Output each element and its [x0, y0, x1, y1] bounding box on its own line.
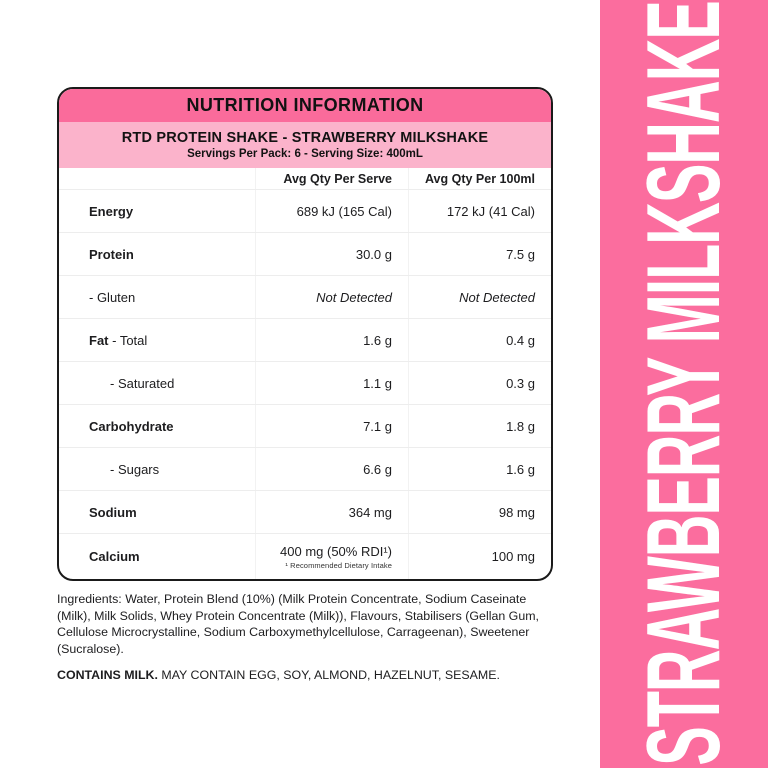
row-label: - Saturated [110, 375, 175, 391]
flavour-band-label: STRAWBERRY MILKSHAKE [625, 1, 742, 767]
row-label: Carbohydrate [89, 418, 174, 434]
table-row-gluten [59, 275, 551, 318]
panel-subtitle-bar [59, 122, 551, 168]
calcium-value: 400 mg (50% RDI¹) [280, 543, 392, 559]
table-row-sodium [59, 490, 551, 533]
table-row-energy [59, 189, 551, 232]
row-label: Energy [89, 203, 134, 219]
value-per-100ml: 7.5 g [408, 233, 551, 275]
table-header-row [59, 168, 551, 189]
col-header-per-serve: Avg Qty Per Serve [255, 168, 408, 189]
value-per-100ml: 172 kJ (41 Cal) [408, 190, 551, 232]
col-header-per-100ml: Avg Qty Per 100ml [408, 168, 551, 189]
value-per-100ml: 1.8 g [408, 405, 551, 447]
value-per-serve: 364 mg [255, 491, 408, 533]
value-per-serve: 6.6 g [255, 448, 408, 490]
row-label: Calcium [89, 549, 140, 564]
row-label: Fat - Total [89, 332, 148, 348]
allergen-statement [57, 667, 557, 684]
row-label: Sodium [89, 504, 137, 520]
serving-info: Servings Per Pack: 6 - Serving Size: 400mL [187, 148, 423, 160]
table-row-fat-total [59, 318, 551, 361]
col-header-blank [59, 168, 255, 189]
panel-title-bar [59, 89, 551, 122]
flavour-band [600, 0, 768, 768]
row-label: - Gluten [89, 289, 136, 305]
value-per-100ml: Not Detected [408, 276, 551, 318]
row-label: Protein [89, 246, 134, 262]
value-per-serve: 7.1 g [255, 405, 408, 447]
value-per-serve: 1.1 g [255, 362, 408, 404]
rdi-footnote: ¹ Recommended Dietary Intake [285, 560, 392, 570]
value-per-serve: 1.6 g [255, 319, 408, 361]
value-per-serve: 30.0 g [255, 233, 408, 275]
allergen-contains: CONTAINS MILK. [57, 668, 158, 682]
value-per-serve: 689 kJ (165 Cal) [255, 190, 408, 232]
product-name: RTD PROTEIN SHAKE - STRAWBERRY MILKSHAKE [121, 130, 489, 146]
ingredients-text: Ingredients: Water, Protein Blend (10%) (Milk Protein Concentrate, Sodium Caseinate (Milk), Milk Solids, Whey Protein Concentrate (Milk)), Flavours, Stabilisers (Gellan Gum, Cellulose Microcrystalline, Sodium Carboxymethylcellulose, Carrageenan), Sweetener (Sucralose). [57, 592, 539, 656]
table-row-fat-saturated [59, 361, 551, 404]
value-per-100ml: 1.6 g [408, 448, 551, 490]
table-row-carbohydrate [59, 404, 551, 447]
flavour-band-rotator [600, 0, 768, 768]
value-per-100ml: 0.3 g [408, 362, 551, 404]
value-per-100ml: 98 mg [408, 491, 551, 533]
row-label: - Sugars [110, 461, 160, 477]
table-row-sugars [59, 447, 551, 490]
panel-title: NUTRITION INFORMATION [186, 95, 424, 115]
table-row-calcium [59, 533, 551, 579]
nutrition-panel [57, 87, 553, 581]
value-per-serve [255, 534, 408, 579]
value-per-100ml: 100 mg [408, 534, 551, 579]
allergen-may-contain: MAY CONTAIN EGG, SOY, ALMOND, HAZELNUT, SESAME. [157, 668, 500, 682]
value-per-100ml: 0.4 g [408, 319, 551, 361]
value-per-serve: Not Detected [255, 276, 408, 318]
table-row-protein [59, 232, 551, 275]
